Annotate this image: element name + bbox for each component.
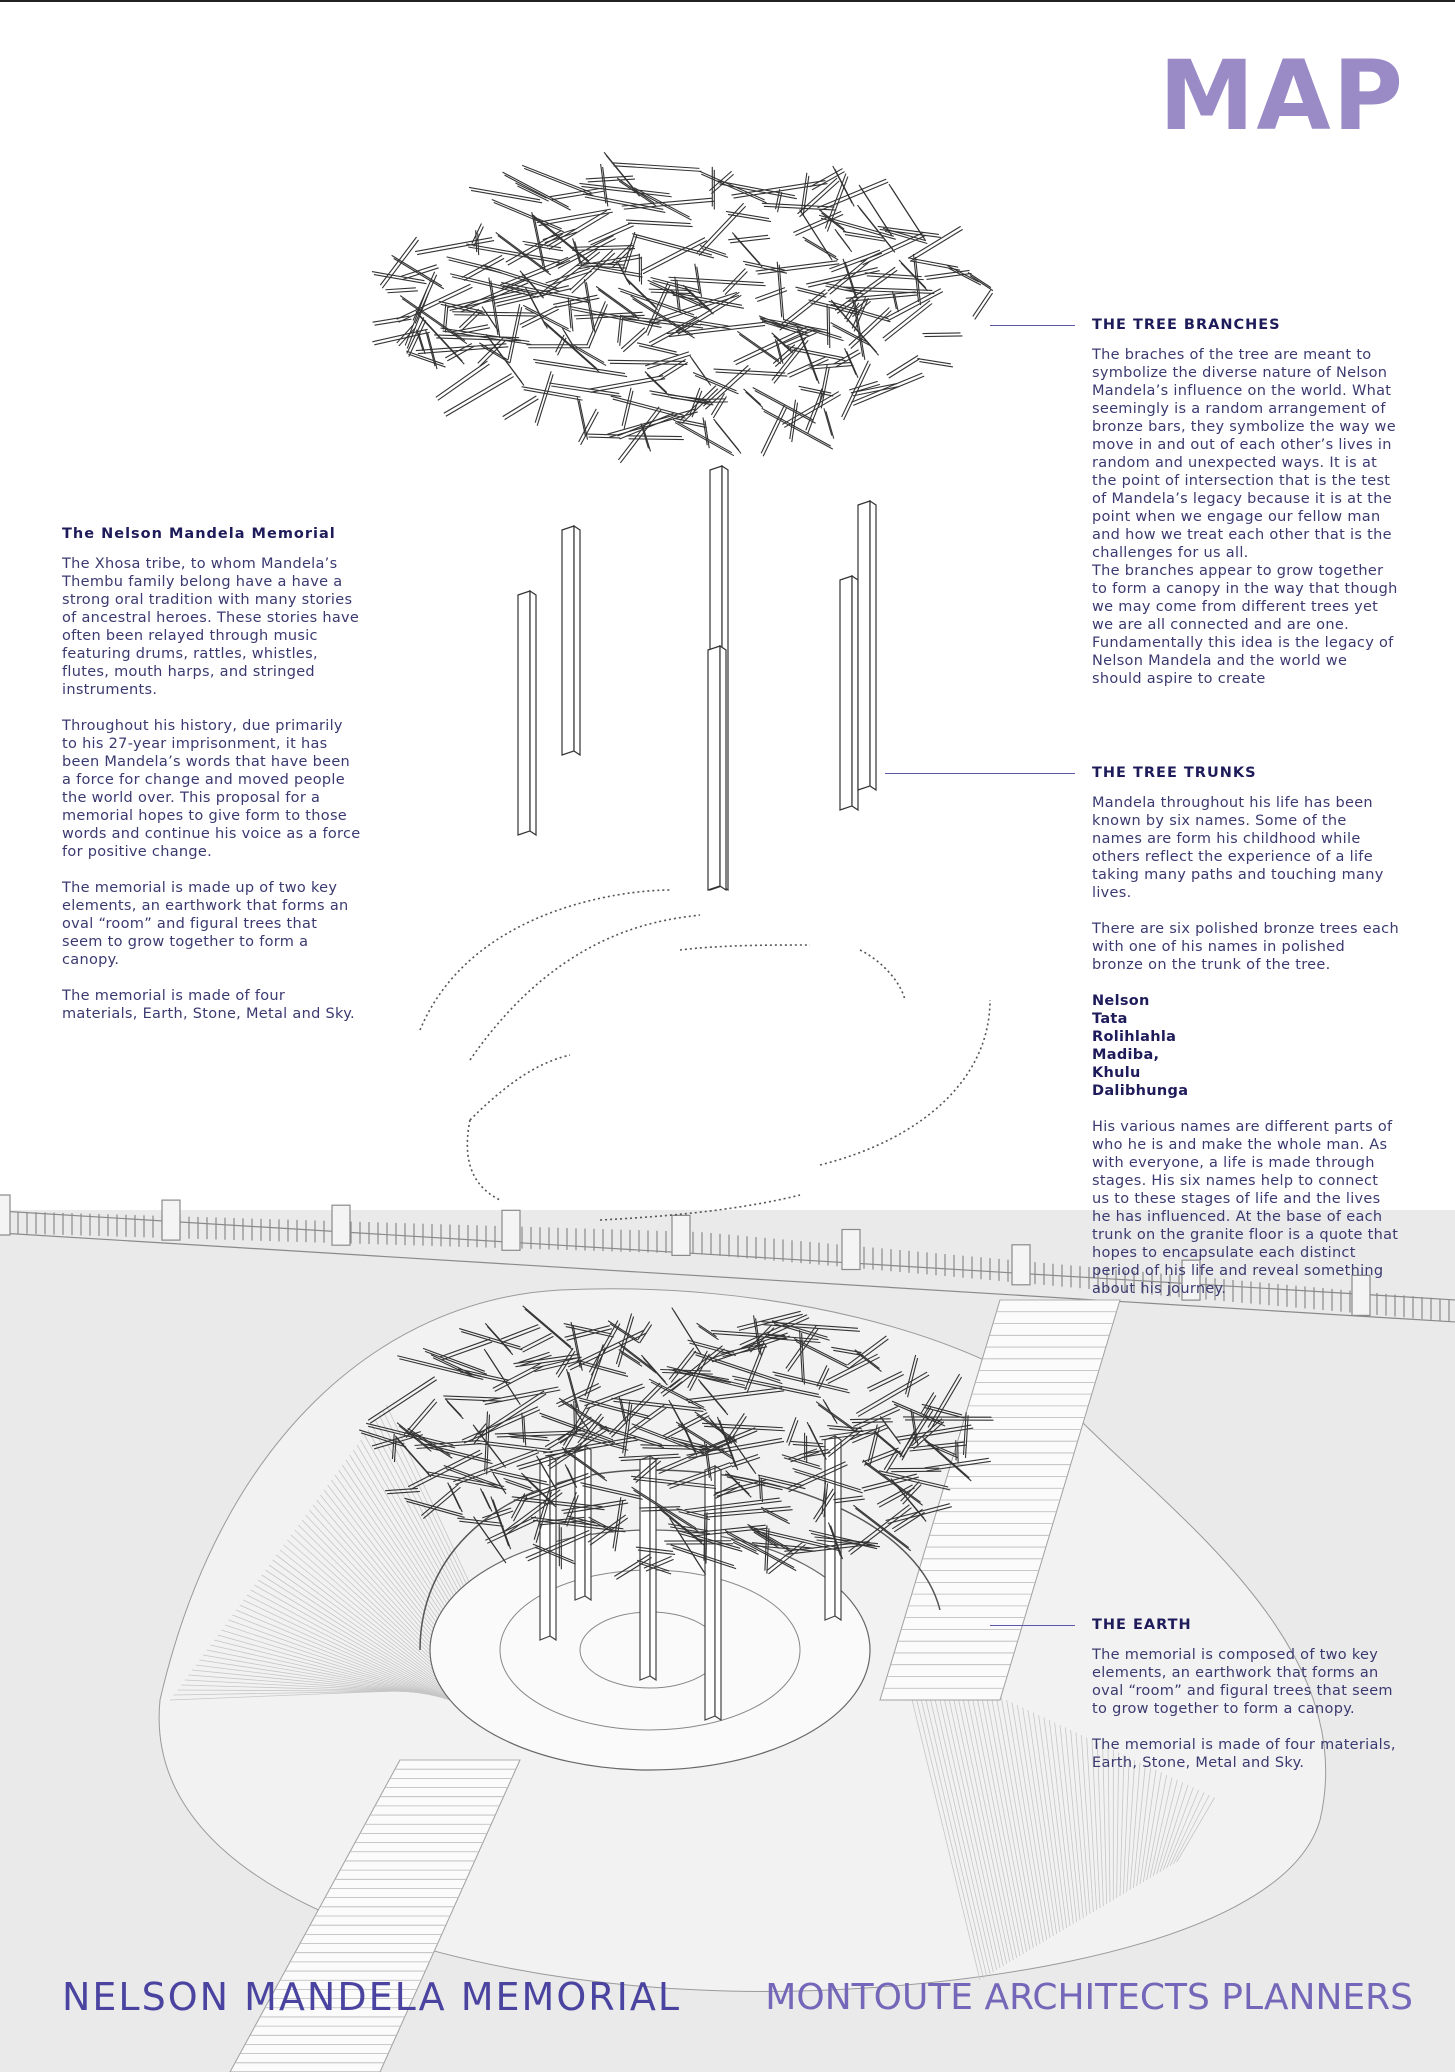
name-item: Khulu [1092, 1065, 1141, 1081]
name-item: Tata [1092, 1011, 1128, 1027]
branches-heading: THE TREE BRANCHES [1092, 317, 1281, 333]
branches-leader-line [990, 325, 1075, 326]
exploded-quote-ring [420, 890, 990, 1220]
left-description [62, 525, 362, 1041]
left-heading: The Nelson Mandela Memorial [62, 526, 336, 542]
branches-description [1092, 316, 1400, 706]
trunks-leader-line [885, 773, 1075, 774]
upper-tree-trunks [518, 466, 876, 890]
branches-paragraph: The branches appear to grow together to form a canopy in the way that though we may come from different trees yet we are all connected and are one. Fundamentally this idea is the legacy of Nelson Mandela and the world we should aspire to create [1092, 563, 1398, 687]
left-paragraph: The Xhosa tribe, to whom Mandela’s Thembu family belong have a have a strong oral tradition with many stories of ancestral heroes. These stories have often been relayed through music featuring drums, rattles, whistles, flutes, mouth harps, and stringed instruments. [62, 556, 360, 698]
name-item: Madiba, [1092, 1047, 1160, 1063]
name-item: Dalibhunga [1092, 1083, 1189, 1099]
left-paragraph: Throughout his history, due primarily to his 27-year imprisonment, it has been Mandela’s words that have been a force for change and moved people the world over. This proposal for a memorial hopes to give form to those words and continue his voice as a force for positive change. [62, 718, 361, 860]
upper-canopy-branches [372, 152, 993, 463]
name-item: Nelson [1092, 993, 1150, 1009]
left-paragraph: The memorial is made of four materials, Earth, Stone, Metal and Sky. [62, 988, 355, 1022]
earth-description [1092, 1616, 1400, 1790]
name-item: Rolihlahla [1092, 1029, 1177, 1045]
trunks-description [1092, 764, 1400, 1316]
earth-leader-line [990, 1625, 1075, 1626]
branches-paragraph: The braches of the tree are meant to symbolize the diverse nature of Nelson Mandela’s influence on the world. What seemingly is a random arrangement of bronze bars, they symbolize the way we move in and out of each other’s lives in random and unexpected ways. It is at the point of intersection that is the test of Mandela’s legacy because it is at the point when we engage our fellow man and how we treat each other that is the challenges for us all. [1092, 347, 1396, 561]
earth-paragraph: The memorial is composed of two key elements, an earthwork that forms an oval “room” and figural trees that seem to grow together to form a canopy. [1092, 1647, 1393, 1717]
earth-heading: THE EARTH [1092, 1617, 1192, 1633]
trunks-closing: His various names are different parts of who he is and make the whole man. As with everyone, a life is made through stages. His six names help to connect us to these stages of life and the lives he has influenced. At the base of each trunk on the granite floor is a quote that hopes to encapsulate each distinct period of his life and reveal something about his journey. [1092, 1119, 1399, 1297]
trunks-paragraph: Mandela throughout his life has been known by six names. Some of the names are form his childhood while others reflect the experience of a life taking many paths and touching many lives. [1092, 795, 1384, 901]
earth-paragraph: The memorial is made of four materials, Earth, Stone, Metal and Sky. [1092, 1737, 1396, 1771]
trunks-heading: THE TREE TRUNKS [1092, 765, 1257, 781]
trunks-paragraph: There are six polished bronze trees each with one of his names in polished bronze on the trunk of the tree. [1092, 921, 1399, 973]
page-title: MAP [1158, 40, 1405, 152]
left-paragraph: The memorial is made up of two key elements, an earthwork that forms an oval “room” and figural trees that seem to grow together to form a canopy. [62, 880, 349, 968]
mandela-names-list [1092, 992, 1400, 1100]
footer-firm-name: MONTOUTE ARCHITECTS PLANNERS [765, 1977, 1413, 2018]
footer-project-title: NELSON MANDELA MEMORIAL [62, 1975, 682, 2019]
